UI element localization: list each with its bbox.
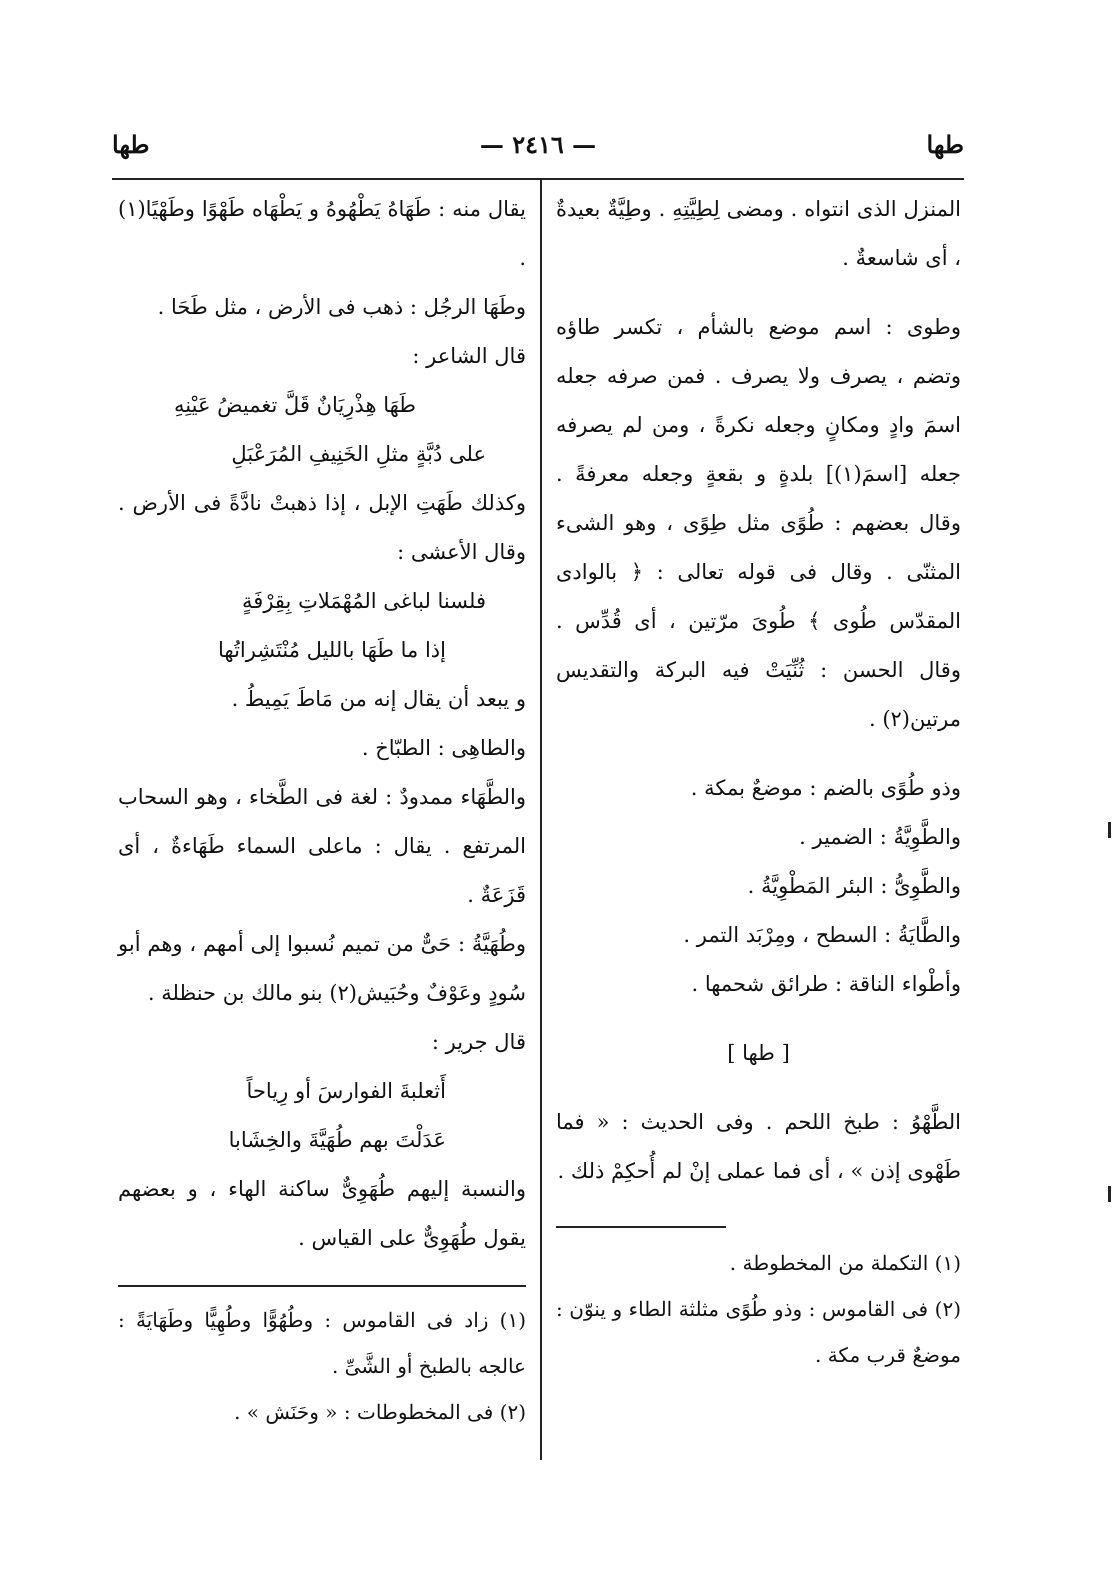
scan-edge-mark: [1108, 1186, 1111, 1202]
paragraph: وذو طُوًى بالضم : موضعٌ بمكة .: [690, 776, 961, 800]
footnote: (٢) فى القاموس : وذو طُوًى مثلثة الطاء و ينوّن : موضعٌ قرب مكة .: [556, 1297, 961, 1367]
paragraph: والطَّهَاء ممدودٌ : لغة فى الطَّخاء ، وهو السحاب المرتفع . يقال : ماعلى السماء طَهَاءةٌ ، أى قَزَعَةٌ .: [118, 785, 526, 907]
right-column: [556, 185, 961, 1378]
verse-line: على دُبَّةٍ مثلِ الخَنِيفِ المُرَعْبَلِ: [231, 442, 486, 466]
paragraph: والطَّايَةُ : السطح ، ومِرْبَد التمر .: [683, 923, 961, 947]
footnote: (١) التكملة من المخطوطة .: [729, 1251, 961, 1275]
paragraph: قال الشاعر :: [412, 344, 526, 368]
paragraph: والطاهِى : الطبّاخ .: [361, 736, 526, 760]
left-column: [118, 185, 526, 1435]
section-heading: [ طها ]: [727, 1041, 790, 1065]
paragraph: المنزل الذى انتواه . ومضى لِطِيَّتِهِ . وطِيَّةٌ بعيدةٌ ، أى شاسعةٌ .: [556, 197, 961, 270]
paragraph: و يبعد أن يقال إنه من مَاطَ يَمِيطُ .: [231, 687, 526, 711]
header-entry-left: طها: [112, 130, 150, 159]
header-entry-right: طها: [926, 130, 964, 159]
paragraph: يقال منه : طَهَاهُ يَطْهُوهُ و يَطْهَاه طَهْوًا وطَهْيًا(١) .: [118, 197, 526, 270]
paragraph: الطَّهْوُ : طبخ اللحم . وفى الحديث : « فما طَهْوى إذن » ، أى فما عملى إنْ لم أُحكِمْ ذلك .: [556, 1110, 961, 1183]
page-number: — ٢٤١٦ —: [479, 130, 597, 159]
verse-line: إذا ما طَهَا بالليل مُنْتَشِراتُها: [218, 638, 446, 662]
verse-line: طَهَا هِذْرِيَانٌ قَلَّ تغميضُ عَيْنِهِ: [174, 393, 416, 417]
verse-line: عَدَلْتَ بهم طُهَيَّةَ والخِشَابا: [228, 1128, 446, 1152]
paragraph: وطوى : اسم موضع بالشأم ، تكسر طاؤه وتضم ، يصرف ولا يصرف . فمن صرفه جعله اسمَ وادٍ ومكانٍ وجعله نكرةً ، ومن لم يصرفه جعله [اسمَ(١)] بلدةٍ و بقعةٍ وجعله معرفةً . وقال بعضهم : طُوًى مثل طِوًى ، وهو الشىء المثنّى . وقال فى قوله تعالى : ﴿ بالوادى المقدّس طُوى ﴾ طُوىَ مرّتين ، أى قُدِّس . وقال الحسن : ثُنِّيَتْ فيه البركة والتقديس مرتين(٢) .: [556, 315, 961, 731]
paragraph: والنسبة إليهم طُهَوِىٌّ ساكنة الهاء ، و بعضهم يقول طُهَوِىٌّ على القياس .: [118, 1177, 526, 1250]
verse-line: أَثعلبةَ الفوارسَ أو رِياحاً: [246, 1079, 446, 1103]
paragraph: وطَهَا الرجُل : ذهب فى الأرض ، مثل طَحَا .: [157, 295, 526, 319]
footnote-rule: [118, 1285, 526, 1287]
paragraph: وطُهَيَّةُ : حَىٌّ من تميم نُسبوا إلى أمهم ، وهم أبو سُودٍ وعَوْفٌ وحُبَيش(٢) بنو مالك بن حنظلة .: [118, 932, 526, 1005]
paragraph: والطَّوِيَّةُ : الضمير .: [799, 825, 961, 849]
paragraph: قال جرير :: [431, 1030, 526, 1054]
page-header: [112, 130, 964, 170]
paragraph: والطَّوِىُّ : البئر المَطْوِيَّةُ .: [747, 874, 961, 898]
paragraph: وكذلك طَهَتِ الإبل ، إذا ذهبتْ نادَّةً فى الأرض . وقال الأعشى :: [118, 491, 526, 564]
scan-edge-mark: [1108, 822, 1111, 838]
paragraph: وأطْواء الناقة : طرائق شحمها .: [691, 972, 961, 996]
footnote: (١) زاد فى القاموس : وطُهُوًّا وطُهِيًّا وطَهَايَةً : عالجه بالطبخ أو الشَّىِّ .: [118, 1308, 526, 1378]
footnote-rule: [556, 1226, 726, 1228]
verse-line: فلسنا لباغى المُهْمَلاتِ بِقِرْفَةٍ: [242, 589, 486, 613]
header-rule: [112, 178, 964, 180]
column-divider: [540, 180, 542, 1460]
footnote: (٢) فى المخطوطات : « وحَنَش » .: [234, 1400, 526, 1424]
